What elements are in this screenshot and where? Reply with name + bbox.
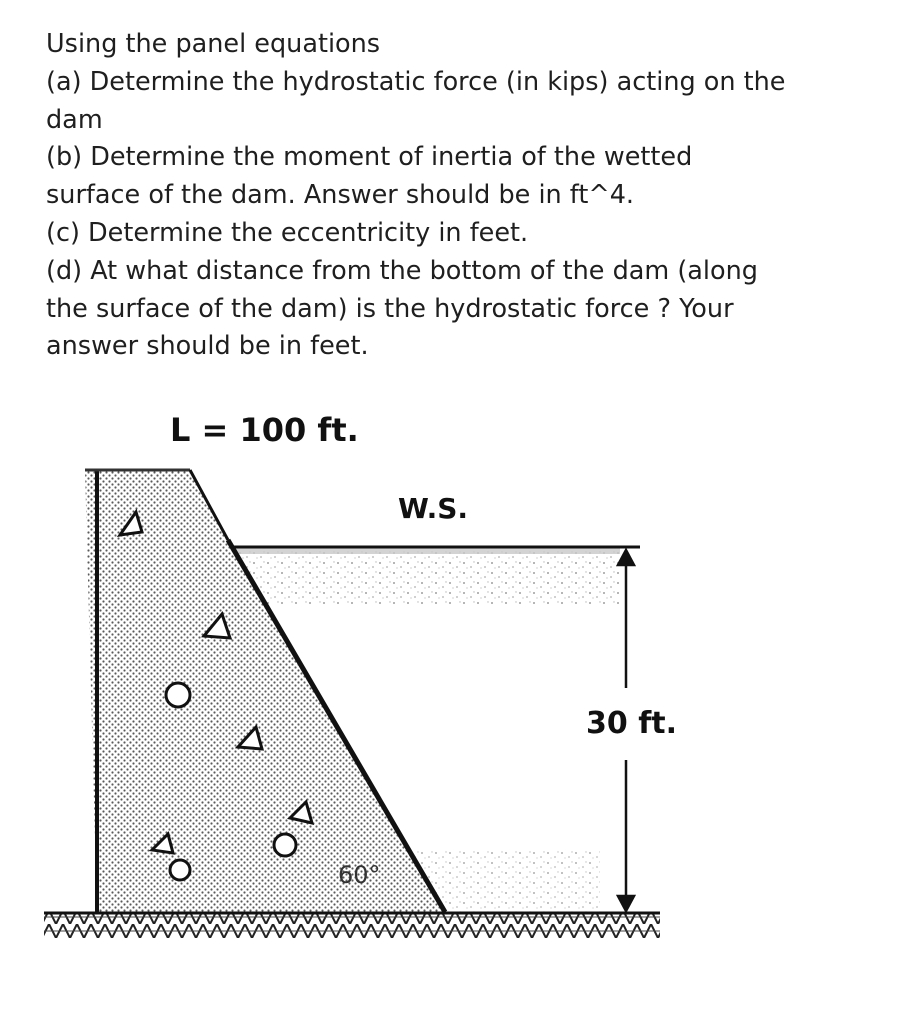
question-line: (b) Determine the moment of inertia of the wetted <box>46 142 693 173</box>
question-line: surface of the dam. Answer should be in ft^4. <box>46 180 635 211</box>
length-label: L = 100 ft. <box>170 411 359 449</box>
question-line: (c) Determine the eccentricity in feet. <box>46 217 529 248</box>
water-surface-label: W.S. <box>398 492 469 525</box>
depth-label: 30 ft. <box>586 706 677 741</box>
question-text <box>46 26 866 366</box>
question-line: the surface of the dam) is the hydrostatic force ? Your <box>46 293 734 324</box>
question-line: (a) Determine the hydrostatic force (in kips) acting on the <box>46 66 786 97</box>
dam-body <box>85 470 445 912</box>
ground <box>44 912 660 938</box>
question-line: (d) At what distance from the bottom of the dam (along <box>46 255 758 286</box>
question-line: dam <box>46 104 103 135</box>
angle-label: 60° <box>338 861 381 889</box>
question-line: answer should be in feet. <box>46 331 369 362</box>
question-line: Using the panel equations <box>46 29 381 59</box>
dam-diagram <box>0 380 901 980</box>
